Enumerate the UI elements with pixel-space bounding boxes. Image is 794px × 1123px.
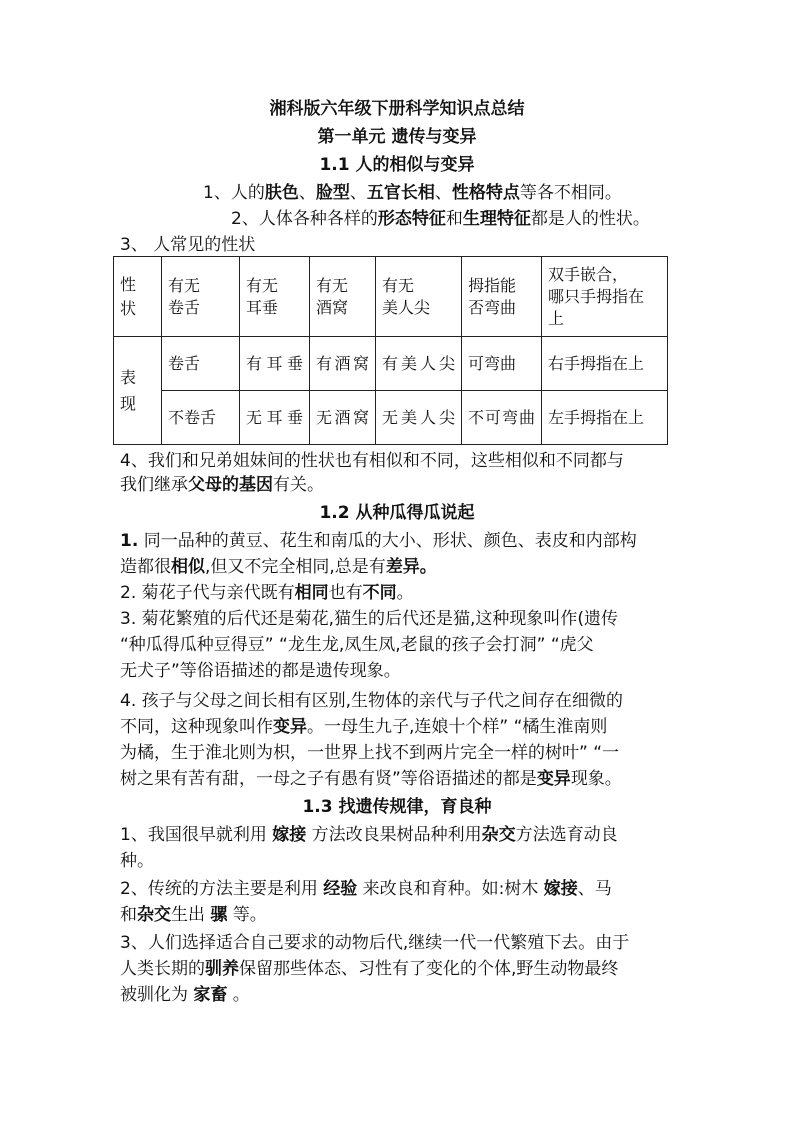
table-cell: 不可弯曲 xyxy=(462,391,542,445)
traits-table xyxy=(113,256,668,445)
table-cell: 无美人尖 xyxy=(376,391,462,445)
table-cell: 卷舌 xyxy=(162,337,240,391)
table-row xyxy=(114,337,668,391)
table-cell: 有酒窝 xyxy=(310,337,376,391)
document-page: 湘科版六年级下册科学知识点总结 第一单元 遗传与变异 1.1 人的相似与变异 1、人的肤色、脸型、五官长相、性格特点等各不相同。 2、人体各种各样的形态特征和生理特征都是人的性状。 3、 人常见的性状 性状 有无 卷舌 有无 耳垂 有无 酒窝 有无 美人尖 拇指能 否弯曲 双手嵌合， 哪只手拇指在 上 表现 卷舌 有耳垂 有酒窝 有美人尖 可弯曲 右手拇指在上 不卷舌 无耳垂 无酒窝 无美人尖 不可弯曲 左手拇指在上 4、我们和兄弟姐妹间的性状也有相似和不同，这些相似和不同都与 我们继承父母的基因有关。 1.2 从种瓜得瓜说起 1. 同一品种的黄豆、花生和南瓜的大小、形状、颜色、表皮和内部构 造都很相似,但又不完全相同,总是有差异。 2. 菊花子代与亲代既有相同也有不同。 3. 菊花繁殖的后代还是菊花,猫生的后代还是猫,这种现象叫作(遗传 “种瓜得瓜种豆得豆” “龙生龙,凤生凤,老鼠的孩子会打洞” “虎父 无犬子”等俗语描述的都是遗传现象。 4. 孩子与父母之间长相有区别,生物体的亲代与子代之间存在细微的 不同，这种现象叫作变异。一母生九子,连娘十个样” “橘生淮南则 为橘，生于淮北则为枳，一世界上找不到两片完全一样的树叶” “一 树之果有苦有甜，一母之子有愚有贤”等俗语描述的都是变异现象。 1.3 找遗传规律，育良种 1、我国很早就利用 嫁接 方法改良果树品种利用杂交方法选育动良 种。 2、传统的方法主要是利用 经验 来改良和育种。如:树木 嫁接、马 和杂交生出 骡 等。 3、人们选择适合自己要求的动物后代,继续一代一代繁殖下去。由于 人类长期的驯养保留那些体态、习性有了变化的个体,野生动物最终 被驯化为 家畜 。 xyxy=(0,0,794,1123)
table-header-expression: 表现 xyxy=(114,337,162,445)
section-heading-1-2: 1.2 从种瓜得瓜说起 xyxy=(319,503,475,523)
table-header-cell: 有无 卷舌 xyxy=(162,257,240,337)
table-header-cell: 有无 耳垂 xyxy=(240,257,310,337)
paragraph-1-2-item2: 2. 菊花子代与亲代既有相同也有不同。 xyxy=(120,583,414,603)
paragraph-1-1-item3: 3、 人常见的性状 xyxy=(120,235,256,255)
paragraph-1-1-item1: 1、人的肤色、脸型、五官长相、性格特点等各不相同。 xyxy=(203,183,622,203)
table-cell: 有耳垂 xyxy=(240,337,310,391)
unit-title: 第一单元 遗传与变异 xyxy=(317,127,477,147)
table-header-cell: 有无 美人尖 xyxy=(376,257,462,337)
table-cell: 有美人尖 xyxy=(376,337,462,391)
table-cell: 可弯曲 xyxy=(462,337,542,391)
table-header-cell: 有无 酒窝 xyxy=(310,257,376,337)
section-heading-1-3: 1.3 找遗传规律，育良种 xyxy=(302,797,492,817)
table-cell: 无耳垂 xyxy=(240,391,310,445)
table-header-row xyxy=(114,257,668,337)
table-cell: 无酒窝 xyxy=(310,391,376,445)
paragraph-1-1-item2: 2、人体各种各样的形态特征和生理特征都是人的性状。 xyxy=(231,209,650,229)
table-cell: 不卷舌 xyxy=(162,391,240,445)
table-header-trait: 性状 xyxy=(114,257,162,337)
table-header-cell: 双手嵌合， 哪只手拇指在 上 xyxy=(542,257,668,337)
document-title: 湘科版六年级下册科学知识点总结 xyxy=(269,99,525,119)
table-header-cell: 拇指能 否弯曲 xyxy=(462,257,542,337)
table-cell: 右手拇指在上 xyxy=(542,337,668,391)
table-row xyxy=(114,391,668,445)
section-heading-1-1: 1.1 人的相似与变异 xyxy=(319,155,475,175)
table-cell: 左手拇指在上 xyxy=(542,391,668,445)
